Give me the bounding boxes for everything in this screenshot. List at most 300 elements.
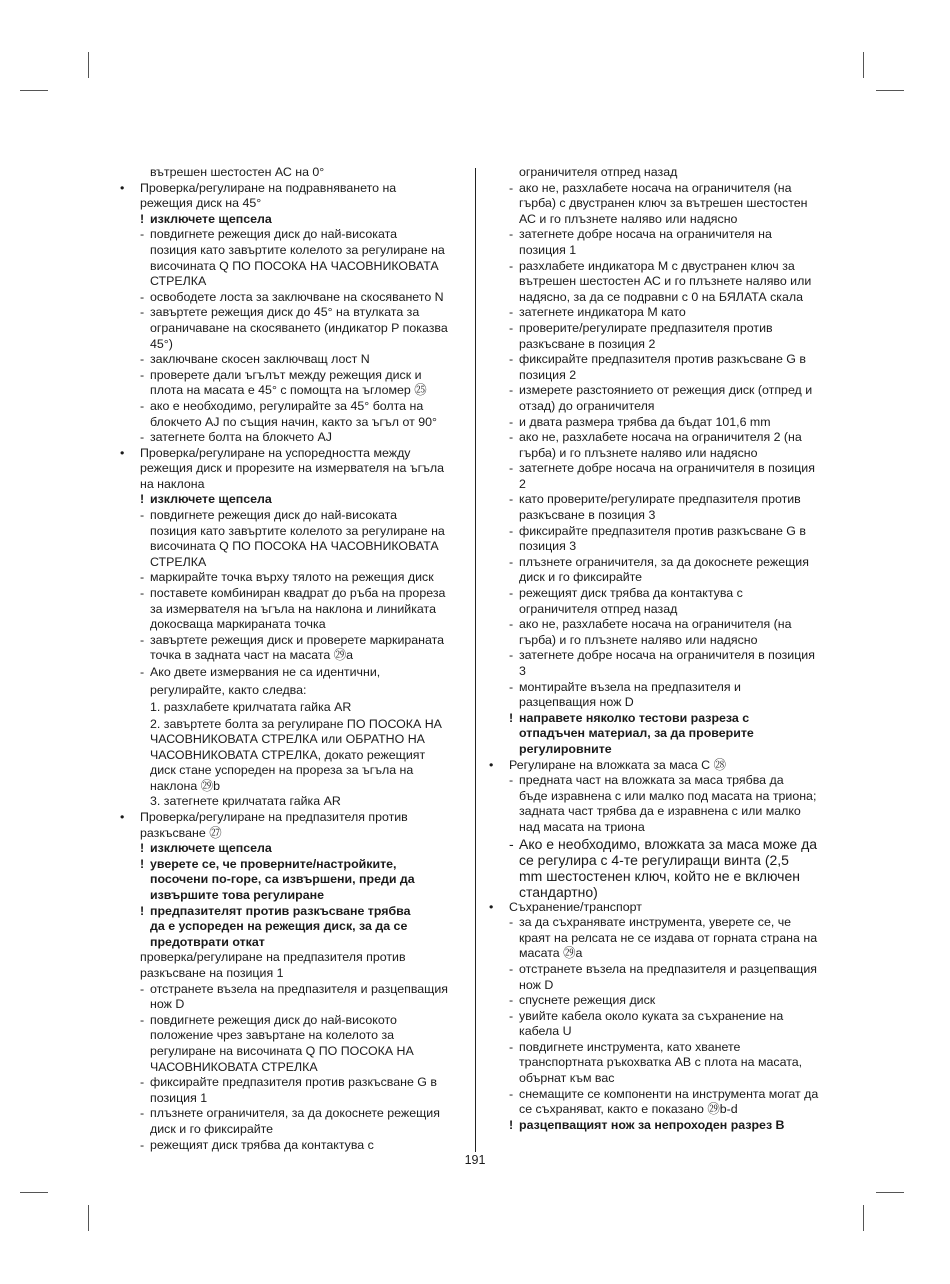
line-text: ако е необходимо, регулирайте за 45° болта на (150, 398, 424, 413)
line-text: монтирайте възела на предпазителя и (519, 679, 741, 694)
dash-marker: - (140, 586, 145, 601)
line-text: повдигнете режещия диск до най-високото (150, 1012, 397, 1027)
text-line (118, 904, 464, 920)
text-line (487, 337, 832, 353)
line-text: mm шестостенен ключ, който не е включен (519, 867, 800, 884)
text-line (118, 212, 464, 228)
text-line (487, 477, 832, 493)
line-text: ограничителя отпред назад (519, 601, 678, 616)
dash-marker: - (509, 679, 514, 694)
text-line (118, 682, 464, 700)
text-line (487, 900, 832, 916)
dash-marker: - (509, 352, 514, 367)
line-text: проверете дали ъгълът между режещия диск и (150, 367, 422, 382)
line-text: разкъсване в позиция 2 (519, 336, 656, 351)
line-text: обърнат към вас (519, 1071, 615, 1086)
dash-marker: - (140, 352, 145, 367)
crop-mark (88, 52, 89, 78)
line-text: ограничителя отпред назад (519, 165, 678, 179)
right-column (487, 165, 832, 1133)
line-text: фиксирайте предпазителя против разкъсване G в (150, 1075, 437, 1090)
text-line (118, 794, 464, 810)
line-text: повдигнете инструмента, като хванете (519, 1039, 741, 1054)
text-line (487, 633, 832, 649)
text-line (118, 337, 464, 353)
line-text: уверете се, че проверните/настройките, (150, 856, 397, 871)
line-text: Проверка/регулиране на успоредността между (140, 445, 411, 460)
text-line (118, 539, 464, 555)
text-line (487, 165, 832, 181)
text-line (118, 399, 464, 415)
text-line (118, 274, 464, 290)
text-line (487, 508, 832, 524)
bullet-marker: • (120, 180, 125, 195)
line-text: позиция като завъртите колелото за регулиране на (150, 242, 445, 257)
line-text: ЧАСОВНИКОВАТА СТРЕЛКА (150, 1059, 318, 1074)
line-text: позиция като завъртите колелото за регулиране на (150, 523, 445, 538)
dash-marker: - (509, 1086, 514, 1101)
text-line (118, 492, 464, 508)
text-line (118, 763, 464, 779)
line-text: точка в задната част на масата ㉙a (150, 648, 354, 663)
text-line (487, 617, 832, 633)
line-text: Ако е необходимо, вложката за маса може да (519, 835, 818, 852)
text-line (487, 711, 832, 727)
line-text: ограничаване на скосяването (индикатор P показва (150, 320, 448, 335)
line-text: надясно, за да се подравни с 0 на БЯЛАТА скала (519, 289, 804, 304)
text-line (487, 399, 832, 415)
dash-marker: - (509, 1008, 514, 1023)
text-line (118, 826, 464, 842)
text-line (487, 868, 832, 884)
bullet-marker: • (120, 810, 125, 825)
line-text: позиция 2 (519, 367, 577, 382)
text-line (487, 1087, 832, 1103)
text-line (118, 383, 464, 399)
line-text: маркирайте точка върху тялото на режещия диск (150, 570, 434, 585)
line-text: нож D (150, 997, 185, 1012)
text-line (487, 836, 832, 852)
line-text: ако не, разхлабете носача на ограничителя 2 (на (519, 430, 802, 445)
text-line (487, 383, 832, 399)
line-text: затегнете индикатора M като (519, 305, 686, 320)
text-line (118, 259, 464, 275)
line-text: увийте кабела около куката за съхранение на (519, 1008, 784, 1023)
text-line (118, 1013, 464, 1029)
dash-marker: - (509, 414, 514, 429)
text-line (118, 290, 464, 306)
line-text: височината Q ПО ПОСОКА НА ЧАСОВНИКОВАТА (150, 539, 439, 554)
line-text: ЧАСОВНИКОВАТА СТРЕЛКА или ОБРАТНО НА (150, 732, 425, 747)
text-line (487, 305, 832, 321)
dash-marker: - (140, 430, 145, 445)
text-line (487, 227, 832, 243)
line-text: на наклона (140, 476, 205, 491)
text-line (487, 259, 832, 275)
dash-marker: - (509, 961, 514, 976)
dash-marker: - (509, 430, 514, 445)
text-line (118, 446, 464, 462)
dash-marker: - (509, 773, 514, 788)
line-text: блокчето AJ по същия начин, както за ъгъл от 90° (150, 414, 437, 429)
dash-marker: - (509, 993, 514, 1008)
bullet-marker: • (489, 757, 494, 772)
text-line (118, 648, 464, 664)
text-line (487, 773, 832, 789)
line-text: отпадъчен материал, за да проверите (519, 726, 754, 741)
crop-mark (863, 52, 864, 78)
dash-marker: - (509, 227, 514, 242)
line-text: затегнете болта на блокчето AJ (150, 430, 332, 445)
line-text: височината Q ПО ПОСОКА НА ЧАСОВНИКОВАТА (150, 258, 439, 273)
text-line (487, 368, 832, 384)
line-text: повдигнете режещия диск до най-високата (150, 227, 398, 242)
line-text: отзад) до ограничителя (519, 398, 655, 413)
line-text: фиксирайте предпазителя против разкъсване G в (519, 523, 806, 538)
line-text: режещият диск трябва да контактува с (150, 1137, 374, 1152)
text-line (487, 212, 832, 228)
text-line (118, 181, 464, 197)
warning-marker: ! (509, 1117, 514, 1132)
text-line (118, 1028, 464, 1044)
line-text: Проверка/регулиране на подравняването на (140, 180, 397, 195)
line-text: разхлабете индикатора M с двустранен ключ за (519, 258, 795, 273)
text-line (487, 884, 832, 900)
dash-marker: - (509, 461, 514, 476)
text-line (487, 524, 832, 540)
text-line (118, 950, 464, 966)
text-line (487, 446, 832, 462)
text-line (118, 966, 464, 982)
line-text: СТРЕЛКА (150, 274, 207, 289)
text-line (118, 430, 464, 446)
line-text: регулирайте, както следва: (150, 682, 307, 697)
text-line (487, 1102, 832, 1118)
dash-marker: - (509, 554, 514, 569)
warning-marker: ! (140, 856, 145, 871)
text-line (118, 196, 464, 212)
bullet-marker: • (489, 899, 494, 914)
text-line (487, 321, 832, 337)
line-text: затегнете добре носача на ограничителя в позиция (519, 648, 815, 663)
crop-mark (88, 1205, 89, 1231)
text-line (487, 1071, 832, 1087)
text-line (118, 717, 464, 733)
line-text: гърба) и го плъзнете наляво или надясно (519, 632, 758, 647)
line-text: регулиране на височината Q ПО ПОСОКА НА (150, 1043, 414, 1058)
line-text: снемащите се компоненти на инструмента могат да (519, 1086, 819, 1101)
line-text: СТРЕЛКА (150, 554, 207, 569)
line-text: вътрешен шестостен АС и го плъзнете наляво или (519, 274, 812, 289)
text-line (118, 368, 464, 384)
line-text: докосваща маркираната точка (150, 617, 326, 632)
line-text: завъртете режещия диск и проверете маркираната (150, 632, 445, 647)
dash-marker: - (509, 523, 514, 538)
text-line (487, 915, 832, 931)
line-text: проверка/регулиране на предпазителя против (140, 950, 406, 965)
line-text: АС и го плъзнете наляво или надясно (519, 211, 738, 226)
text-line (487, 461, 832, 477)
line-text: се регулира с 4-те регулиращи винта (2,5 (519, 851, 789, 868)
text-line (118, 1138, 464, 1154)
line-text: ЧАСОВНИКОВАТА СТРЕЛКА, докато режещият (150, 747, 426, 762)
text-line (118, 732, 464, 748)
line-text: се съхраняват, както е показано ㉙b-d (519, 1102, 738, 1117)
text-line (118, 1044, 464, 1060)
dash-marker: - (140, 305, 145, 320)
line-text: транспортната ръкохватка AB с плота на масата, (519, 1055, 803, 1070)
text-line (487, 539, 832, 555)
text-line (487, 962, 832, 978)
text-line (487, 758, 832, 774)
dash-marker: - (509, 617, 514, 632)
text-line (487, 181, 832, 197)
line-text: за да съхранявате инструмента, уверете се, че (519, 915, 792, 930)
text-line (118, 321, 464, 337)
text-line (118, 664, 464, 682)
line-text: кабела U (519, 1024, 572, 1039)
text-line (118, 1122, 464, 1138)
line-text: гърба) и го плъзнете наляво или надясно (519, 445, 758, 460)
text-line (118, 841, 464, 857)
line-text: позиция 1 (519, 242, 577, 257)
line-text: краят на релсата не се издава от горната страна на (519, 930, 818, 945)
dash-marker: - (509, 648, 514, 663)
dash-marker: - (509, 915, 514, 930)
line-text: предната част на вложката за маса трябва да (519, 773, 784, 788)
line-text: бъде изравнена с или малко под масата на триона; (519, 788, 817, 803)
left-column (118, 165, 464, 1153)
text-line (118, 602, 464, 618)
text-line (487, 415, 832, 431)
crop-mark (876, 1192, 904, 1193)
text-line (487, 1055, 832, 1071)
crop-mark (20, 1192, 48, 1193)
line-text: за измервателя на ъгъла на наклона и линийката (150, 601, 436, 616)
line-text: ако не, разхлабете носача на ограничителя (на (519, 180, 792, 195)
line-text: Съхранение/транспорт (509, 899, 642, 914)
text-line (487, 664, 832, 680)
text-line (118, 699, 464, 717)
line-text: поставете комбиниран квадрат до ръба на прореза (150, 586, 446, 601)
text-line (118, 352, 464, 368)
text-line (487, 1118, 832, 1134)
line-text: вътрешен шестостен АС на 0° (150, 165, 325, 179)
page-number: 191 (464, 1153, 486, 1167)
text-line (118, 555, 464, 571)
text-line (118, 227, 464, 243)
line-text: режещия диск и прорезите на измервателя на ъгъла (140, 461, 444, 476)
text-line (487, 586, 832, 602)
warning-marker: ! (509, 710, 514, 725)
crop-mark (863, 1205, 864, 1231)
line-text: масата ㉙a (519, 946, 583, 961)
line-text: затегнете добре носача на ограничителя в позиция (519, 461, 815, 476)
crop-mark (876, 90, 904, 91)
line-text: разкъсване ㉗ (140, 825, 222, 840)
text-line (487, 804, 832, 820)
text-line (118, 461, 464, 477)
text-line (487, 196, 832, 212)
line-text: разцепващия нож D (519, 695, 634, 710)
text-line (118, 888, 464, 904)
dash-marker: - (509, 180, 514, 195)
line-text: нож D (519, 977, 554, 992)
warning-marker: ! (140, 492, 145, 507)
line-text: спуснете режещия диск (519, 993, 656, 1008)
dash-marker: - (140, 1137, 145, 1152)
text-line (118, 1060, 464, 1076)
text-line (487, 352, 832, 368)
text-line (118, 415, 464, 431)
line-text: изключете щепсела (150, 211, 272, 226)
dash-marker: - (140, 1075, 145, 1090)
dash-marker: - (140, 981, 145, 996)
text-line (487, 1024, 832, 1040)
text-line (118, 1075, 464, 1091)
line-text: диск стане успореден на прореза за ъгъла на (150, 763, 414, 778)
dash-marker: - (140, 508, 145, 523)
line-text: регулировните (519, 741, 612, 756)
line-text: предотврати откат (150, 934, 265, 949)
line-text: 2. завъртете болта за регулиране ПО ПОСОКА НА (150, 716, 442, 731)
text-line (487, 555, 832, 571)
dash-marker: - (509, 305, 514, 320)
dash-marker: - (509, 586, 514, 601)
text-line (487, 946, 832, 962)
dash-marker: - (140, 227, 145, 242)
line-text: и двата размера трябва да бъдат 101,6 mm (519, 414, 771, 429)
line-text: стандартно) (519, 883, 598, 900)
line-text: над масата на триона (519, 819, 645, 834)
line-text: плъзнете ограничителя, за да докоснете режещия (150, 1106, 440, 1121)
line-text: освободете лоста за заключване на скосяването N (150, 289, 444, 304)
text-line (118, 810, 464, 826)
text-line (118, 570, 464, 586)
text-line (118, 586, 464, 602)
text-line (118, 524, 464, 540)
line-text: фиксирайте предпазителя против разкъсване G в (519, 352, 806, 367)
text-line (118, 617, 464, 633)
dash-marker: - (509, 1039, 514, 1054)
text-line (487, 290, 832, 306)
text-line (118, 305, 464, 321)
text-line (118, 243, 464, 259)
text-line (487, 695, 832, 711)
line-text: изключете щепсела (150, 841, 272, 856)
dash-marker: - (140, 1106, 145, 1121)
warning-marker: ! (140, 841, 145, 856)
dash-marker: - (140, 632, 145, 647)
line-text: гърба) с двустранен ключ за вътрешен шестостен (519, 196, 808, 211)
line-text: предпазителят против разкъсване трябва (150, 903, 411, 918)
line-text: затегнете добре носача на ограничителя на (519, 227, 772, 242)
dash-marker: - (509, 258, 514, 273)
line-text: разцепващият нож за непроходен разрез B (519, 1117, 785, 1132)
line-text: отстранете възела на предпазителя и разцепващия (519, 961, 817, 976)
line-text: наклона ㉙b (150, 778, 221, 793)
line-text: разкъсване в позиция 3 (519, 508, 656, 523)
text-line (487, 978, 832, 994)
text-line (118, 872, 464, 888)
dash-marker: - (509, 492, 514, 507)
line-text: режещият диск трябва да контактува с (519, 586, 743, 601)
text-line (487, 931, 832, 947)
text-line (487, 602, 832, 618)
line-text: ако не, разхлабете носача на ограничителя (на (519, 617, 792, 632)
warning-marker: ! (140, 211, 145, 226)
line-text: 3. затегнете крилчатата гайка AR (150, 794, 341, 809)
text-line (487, 993, 832, 1009)
dash-marker: - (140, 665, 145, 679)
text-line (487, 852, 832, 868)
line-text: 1. разхлабете крилчатата гайка AR (150, 700, 352, 714)
line-text: режещия диск на 45° (140, 196, 262, 211)
text-line (487, 430, 832, 446)
dash-marker: - (140, 1012, 145, 1027)
line-text: направете няколко тестови разреза с (519, 710, 750, 725)
warning-marker: ! (140, 903, 145, 918)
text-line (118, 982, 464, 998)
line-text: проверите/регулирате предпазителя против (519, 320, 773, 335)
line-text: 45°) (150, 336, 173, 351)
dash-marker: - (509, 383, 514, 398)
dash-marker: - (140, 570, 145, 585)
text-line (487, 492, 832, 508)
text-line (118, 935, 464, 951)
text-line (487, 726, 832, 742)
line-text: позиция 3 (519, 539, 577, 554)
text-line (118, 1091, 464, 1107)
dash-marker: - (140, 398, 145, 413)
text-line (487, 680, 832, 696)
line-text: извършите това регулиране (150, 888, 324, 903)
text-line (487, 742, 832, 758)
line-text: завъртете режещия диск до 45° на втулката за (150, 305, 420, 320)
text-line (118, 748, 464, 764)
line-text: Регулиране на вложката за маса C ㉘ (509, 757, 726, 772)
text-line (487, 274, 832, 290)
text-line (118, 508, 464, 524)
text-line (118, 919, 464, 935)
text-line (487, 820, 832, 836)
text-line (487, 789, 832, 805)
line-text: положение чрез завъртане на колелото за (150, 1028, 395, 1043)
line-text: 2 (519, 476, 526, 491)
column-divider (475, 168, 476, 1152)
line-text: 3 (519, 664, 526, 678)
line-text: позиция 1 (150, 1090, 208, 1105)
text-line (118, 165, 464, 181)
text-line (118, 857, 464, 873)
text-line (487, 1040, 832, 1056)
line-text: плота на масата е 45° с помощта на ъгломер ㉕ (150, 383, 427, 398)
line-text: плъзнете ограничителя, за да докоснете режещия (519, 554, 809, 569)
text-line (118, 997, 464, 1013)
line-text: разкъсване на позиция 1 (140, 966, 284, 980)
text-line (118, 779, 464, 795)
dash-marker: - (509, 835, 514, 852)
bullet-marker: • (120, 445, 125, 460)
line-text: задната част трябва да е изравнена с или малко (519, 804, 801, 819)
text-line (487, 1009, 832, 1025)
text-line (118, 1106, 464, 1122)
line-text: диск и го фиксирайте (150, 1121, 274, 1136)
dash-marker: - (140, 289, 145, 304)
dash-marker: - (509, 320, 514, 335)
text-line (118, 633, 464, 649)
text-line (118, 477, 464, 493)
